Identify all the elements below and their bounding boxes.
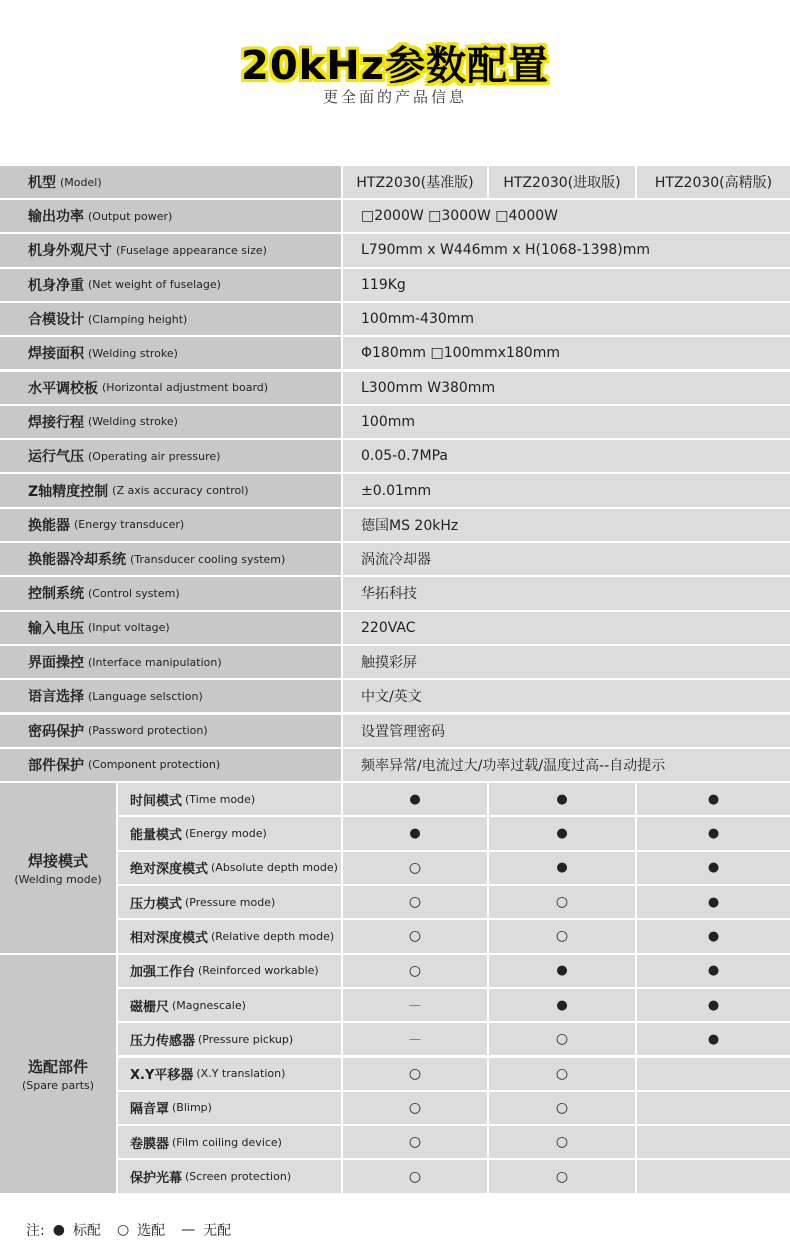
spec-label-en: (Password protection) (88, 724, 208, 738)
page-header (0, 0, 790, 160)
spec-row (0, 612, 790, 644)
availability-mark: ○ (489, 920, 635, 952)
group-label-en: (Welding mode) (14, 872, 102, 886)
availability-mark (637, 1126, 790, 1158)
model-row (0, 166, 790, 198)
spec-label (0, 577, 341, 609)
spec-label (0, 612, 341, 644)
availability-mark (637, 1092, 790, 1124)
feature-label-cn: 能量模式 (130, 828, 183, 844)
spec-row (0, 234, 790, 266)
spec-value: 中文/英文 (343, 680, 790, 712)
availability-mark: ● (637, 817, 790, 849)
spec-label (0, 474, 341, 506)
spec-label-en: (Horizontal adjustment board) (102, 381, 269, 395)
spec-label-en: (Welding stroke) (88, 415, 178, 429)
page-subtitle: 更全面的产品信息 (322, 88, 467, 106)
spec-label-en: (Energy transducer) (74, 518, 185, 532)
spec-row (0, 680, 790, 712)
spec-label-en: (Welding stroke) (88, 346, 178, 360)
availability-mark: ○ (343, 1092, 487, 1124)
feature-label-en: (Screen protection) (185, 1170, 292, 1184)
feature-label-en: (Energy mode) (185, 827, 267, 841)
spec-label (0, 715, 341, 747)
spec-label-en: (Control system) (88, 586, 180, 600)
spec-label-en: (Component protection) (88, 758, 221, 772)
feature-label (118, 1092, 341, 1124)
spec-label (0, 269, 341, 301)
availability-mark: ○ (343, 1160, 487, 1192)
spec-value: Φ180mm □100mmx180mm (343, 337, 790, 369)
spec-label-en: (Operating air pressure) (88, 449, 221, 463)
model-column-header: HTZ2030(进取版) (489, 166, 635, 198)
availability-mark (637, 1160, 790, 1192)
spec-label-cn: 合模设计 (28, 312, 84, 329)
spec-value: ±0.01mm (343, 474, 790, 506)
feature-label-cn: 隔音罩 (130, 1102, 170, 1118)
model-column-header: HTZ2030(基准版) (343, 166, 487, 198)
spec-label (0, 337, 341, 369)
availability-mark: ● (489, 783, 635, 815)
group-label-en: (Spare parts) (21, 1078, 95, 1092)
availability-mark: ● (637, 989, 790, 1021)
availability-mark: ● (637, 920, 790, 952)
legend-standard-symbol: ● (52, 1222, 65, 1238)
feature-label (118, 1160, 341, 1192)
feature-label (118, 920, 341, 952)
availability-mark: ○ (343, 920, 487, 952)
spec-label (0, 646, 341, 678)
spec-label-cn: 控制系统 (28, 586, 84, 603)
availability-mark: ○ (489, 1058, 635, 1090)
spec-label-cn: 语言选择 (28, 689, 84, 706)
feature-label-en: (X.Y translation) (196, 1067, 286, 1081)
feature-label-cn: 时间模式 (130, 793, 183, 809)
feature-label-en: (Absolute depth mode) (211, 861, 338, 875)
spec-row (0, 406, 790, 438)
feature-label (118, 1058, 341, 1090)
spec-value: 德国MS 20kHz (343, 509, 790, 541)
availability-mark: ○ (489, 1023, 635, 1055)
spec-row (0, 269, 790, 301)
spec-label-cn: 机身净重 (28, 277, 84, 294)
spec-label-cn: 部件保护 (28, 757, 84, 774)
spec-label-en: (Interface manipulation) (88, 655, 222, 669)
spec-value: 设置管理密码 (343, 715, 790, 747)
spec-row (0, 543, 790, 575)
spec-label-cn: 界面操控 (28, 655, 84, 672)
spec-label-cn: 密码保护 (28, 723, 84, 740)
group-label (0, 955, 116, 1193)
spec-row (0, 200, 790, 232)
spec-row (0, 749, 790, 781)
legend-none-symbol: — (181, 1222, 196, 1238)
availability-mark: ○ (489, 1126, 635, 1158)
spec-label-en: (Z axis accuracy control) (112, 484, 249, 498)
spec-row (0, 440, 790, 472)
feature-label-en: (Film coiling device) (172, 1135, 282, 1149)
feature-label (118, 783, 341, 815)
spec-label-en: (Language selsction) (88, 689, 203, 703)
feature-label-en: (Magnescale) (172, 998, 246, 1012)
availability-mark: ○ (343, 886, 487, 918)
spec-value: L300mm W380mm (343, 372, 790, 404)
feature-label (118, 955, 341, 987)
spec-label-cn: 换能器冷却系统 (28, 552, 126, 569)
spec-label-en: (Output power) (88, 209, 173, 223)
feature-label-cn: 压力传感器 (130, 1033, 196, 1049)
spec-label-cn: 输出功率 (28, 209, 84, 226)
feature-label-cn: 卷膜器 (130, 1136, 170, 1152)
feature-label-cn: 绝对深度模式 (130, 862, 209, 878)
legend (26, 1220, 233, 1240)
availability-mark (637, 1058, 790, 1090)
spec-row (0, 337, 790, 369)
legend-standard-label: 标配 (72, 1223, 101, 1239)
legend-optional-label: 选配 (137, 1223, 166, 1239)
legend-none-label: 无配 (203, 1223, 232, 1239)
spec-value: 220VAC (343, 612, 790, 644)
feature-label-cn: X.Y平移器 (130, 1068, 194, 1084)
feature-label-en: (Reinforced workable) (198, 964, 319, 978)
spec-label-cn: Z轴精度控制 (28, 483, 109, 500)
feature-label-cn: 磁栅尺 (130, 999, 170, 1015)
spec-value: 频率异常/电流过大/功率过载/温度过高--自动提示 (343, 749, 790, 781)
spec-label-cn: 换能器 (28, 517, 70, 534)
spec-label (0, 406, 341, 438)
spec-label (0, 440, 341, 472)
spec-label (0, 509, 341, 541)
spec-row (0, 715, 790, 747)
availability-mark: ○ (489, 886, 635, 918)
feature-label-en: (Pressure pickup) (198, 1032, 294, 1046)
feature-label (118, 1023, 341, 1055)
spec-value: 0.05-0.7MPa (343, 440, 790, 472)
spec-value: L790mm x W446mm x H(1068-1398)mm (343, 234, 790, 266)
feature-label (118, 1126, 341, 1158)
spec-row (0, 577, 790, 609)
spec-value: □2000W □3000W □4000W (343, 200, 790, 232)
feature-label-en: (Time mode) (185, 792, 256, 806)
feature-label-en: (Relative depth mode) (211, 929, 335, 943)
availability-mark: ● (343, 783, 487, 815)
page-title: 20kHz参数配置 (240, 43, 550, 89)
availability-mark: ○ (489, 1092, 635, 1124)
availability-mark: ● (637, 852, 790, 884)
spec-value: 触摸彩屏 (343, 646, 790, 678)
spec-label (0, 234, 341, 266)
feature-label-cn: 保护光幕 (130, 1171, 183, 1187)
spec-label-en: (Net weight of fuselage) (88, 278, 221, 292)
feature-label (118, 989, 341, 1021)
spec-label (0, 680, 341, 712)
availability-mark: — (343, 1023, 487, 1055)
group-label-cn: 焊接模式 (27, 851, 88, 870)
spec-label-en: (Fuselage appearance size) (116, 243, 267, 257)
feature-label (118, 817, 341, 849)
availability-mark: ● (637, 1023, 790, 1055)
availability-mark: ○ (343, 852, 487, 884)
spec-row (0, 646, 790, 678)
spec-label-en: (Clamping height) (88, 312, 188, 326)
spec-label-cn: 焊接行程 (28, 414, 84, 431)
group-label (0, 783, 116, 953)
legend-prefix: 注: (26, 1223, 45, 1239)
availability-mark: ● (637, 783, 790, 815)
spec-label-en: (Transducer cooling system) (130, 552, 286, 566)
spec-label-cn: 焊接面积 (28, 346, 84, 363)
spec-label-cn: 运行气压 (28, 449, 84, 466)
spec-label (0, 749, 341, 781)
spec-value: 119Kg (343, 269, 790, 301)
model-column-header: HTZ2030(高精版) (637, 166, 790, 198)
spec-label (0, 303, 341, 335)
feature-label-cn: 压力模式 (130, 896, 183, 912)
spec-label (0, 543, 341, 575)
spec-value: 100mm (343, 406, 790, 438)
feature-label-cn: 加强工作台 (130, 965, 196, 981)
spec-value: 华拓科技 (343, 577, 790, 609)
spec-label-cn: 输入电压 (28, 620, 84, 637)
legend-optional-symbol: ○ (116, 1222, 130, 1238)
availability-mark: ● (637, 886, 790, 918)
availability-mark: ● (489, 955, 635, 987)
availability-mark: ● (343, 817, 487, 849)
feature-label-en: (Blimp) (172, 1101, 212, 1115)
feature-label (118, 852, 341, 884)
availability-mark: — (343, 989, 487, 1021)
availability-mark: ○ (343, 1058, 487, 1090)
spec-label-cn: 水平调校板 (28, 380, 98, 397)
availability-mark: ● (489, 852, 635, 884)
availability-mark: ○ (343, 1126, 487, 1158)
spec-label (0, 372, 341, 404)
spec-label (0, 200, 341, 232)
spec-row (0, 509, 790, 541)
feature-label-en: (Pressure mode) (185, 895, 276, 909)
model-label (0, 166, 341, 198)
spec-label-en: (Input voltage) (88, 621, 170, 635)
availability-mark: ○ (343, 955, 487, 987)
model-label-cn: 机型 (28, 175, 56, 191)
spec-value: 涡流冷却器 (343, 543, 790, 575)
spec-value: 100mm-430mm (343, 303, 790, 335)
model-label-en: (Model) (60, 175, 102, 189)
feature-label (118, 886, 341, 918)
spec-row (0, 474, 790, 506)
spec-row (0, 372, 790, 404)
availability-mark: ● (489, 989, 635, 1021)
spec-row (0, 303, 790, 335)
feature-label-cn: 相对深度模式 (130, 930, 209, 946)
availability-mark: ● (637, 955, 790, 987)
spec-label-cn: 机身外观尺寸 (28, 243, 112, 260)
availability-mark: ○ (489, 1160, 635, 1192)
availability-mark: ● (489, 817, 635, 849)
group-label-cn: 选配部件 (27, 1057, 88, 1076)
